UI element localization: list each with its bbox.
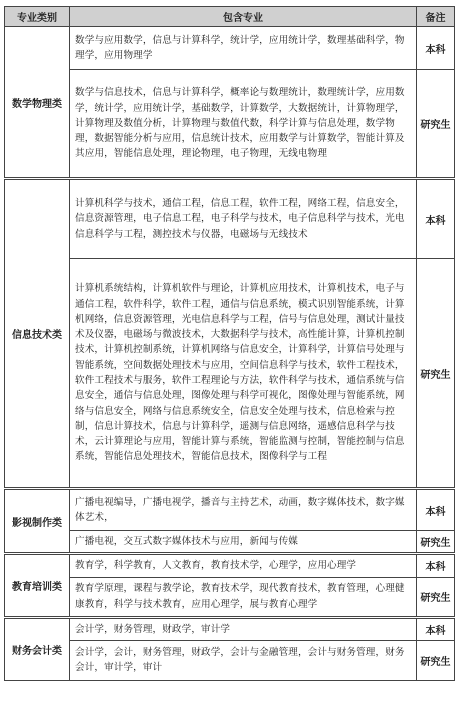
category-education: 教育培训类 [5, 554, 70, 617]
header-category: 专业类别 [5, 7, 70, 27]
table-row [5, 70, 455, 179]
category-film: 影视制作类 [5, 489, 70, 554]
majors-cell: 计算机系统结构，计算机软件与理论，计算机应用技术，计算机技术，电子与通信工程，软件科学，软件工程，通信与信息系统，模式识别智能系统，计算机网络，信息资源管理，光电信息科学与工程，信号与信息处理，测试计量技术及仪器，电磁场与微波技术，大数据科学与技术，高性能计算，计算机控制技术，计算机控制系统，计算机网络与信息安全，计算科学，计算信号处理与智能系统，空间数据处理技术与应用，空间信息科学与技术，软件工程技术，软件工程技术与服务，软件工程理论与方法，软件科学与技术，通信系统与信息安全，通信与信息处理，图像处理与科学可视化，图像处理与智能系统，网络与信息安全，网络与信息系统安全，信息安全处理与技术，信息检索与控制，信息计算技术，信息与计算科学，遥测与信息网络，遥感信息科学与技术，云计算理论与应用，智能计算与系统，智能监测与控制，智能控制与信息系统，智能信息处理技术，智能信息技术，图像科学与工程 [70, 259, 417, 489]
majors-cell: 会计学，财务管理，财政学，审计学 [70, 617, 417, 640]
header-majors: 包含专业 [70, 7, 417, 27]
note-cell: 本科 [417, 179, 455, 259]
majors-cell: 数学与应用数学，信息与计算科学，统计学，应用统计学，数理基础科学，物理学，应用物理学 [70, 27, 417, 70]
note-cell: 本科 [417, 554, 455, 577]
majors-cell: 会计学，会计，财务管理，财政学，会计与金融管理，会计与财务管理，财务会计，审计学，审计 [70, 640, 417, 680]
table-row [5, 179, 455, 259]
table-row [5, 640, 455, 680]
category-it: 信息技术类 [5, 179, 70, 489]
note-cell: 研究生 [417, 577, 455, 617]
majors-cell: 广播电视编导，广播电视学，播音与主持艺术，动画，数字媒体技术，数字媒体艺术， [70, 489, 417, 531]
table-row [5, 617, 455, 640]
table-row [5, 554, 455, 577]
majors-cell: 教育学，科学教育，人文教育，教育技术学，心理学，应用心理学 [70, 554, 417, 577]
table-row [5, 489, 455, 531]
majors-cell: 教育学原理，课程与教学论，教育技术学，现代教育技术，教育管理，心理健康教育，科学与技术教育，应用心理学，展与教育心理学 [70, 577, 417, 617]
note-cell: 本科 [417, 489, 455, 531]
table-row [5, 531, 455, 554]
table-row [5, 577, 455, 617]
note-cell: 研究生 [417, 640, 455, 680]
majors-cell: 广播电视，交互式数字媒体技术与应用，新闻与传媒 [70, 531, 417, 554]
note-cell: 研究生 [417, 259, 455, 489]
note-cell: 研究生 [417, 531, 455, 554]
category-finance: 财务会计类 [5, 617, 70, 680]
majors-cell: 计算机科学与技术，通信工程，信息工程，软件工程，网络工程，信息安全，信息资源管理，电子信息工程，电子科学与技术，电子信息科学与技术，光电信息科学与工程，测控技术与仪器，电磁场与无线技术 [70, 179, 417, 259]
header-note: 备注 [417, 7, 455, 27]
majors-cell: 数学与信息技术，信息与计算科学，概率论与数理统计，数理统计学，应用数学，统计学，应用统计学，基础数学，计算数学，大数据统计，计算物理学，计算物理及数值分析，计算物理与数值代数，科学计算与信息处理，数学物理，数据智能分析与应用，信息统计技术，应用数学与计算数学，智能计算及其应用，智能信息处理，理论物理，电子物理，无线电物理 [70, 70, 417, 179]
category-math-physics: 数学物理类 [5, 27, 70, 179]
table-row [5, 259, 455, 489]
header-row [5, 7, 455, 27]
note-cell: 本科 [417, 617, 455, 640]
note-cell: 研究生 [417, 70, 455, 179]
majors-table [4, 6, 455, 681]
table-row [5, 27, 455, 70]
note-cell: 本科 [417, 27, 455, 70]
